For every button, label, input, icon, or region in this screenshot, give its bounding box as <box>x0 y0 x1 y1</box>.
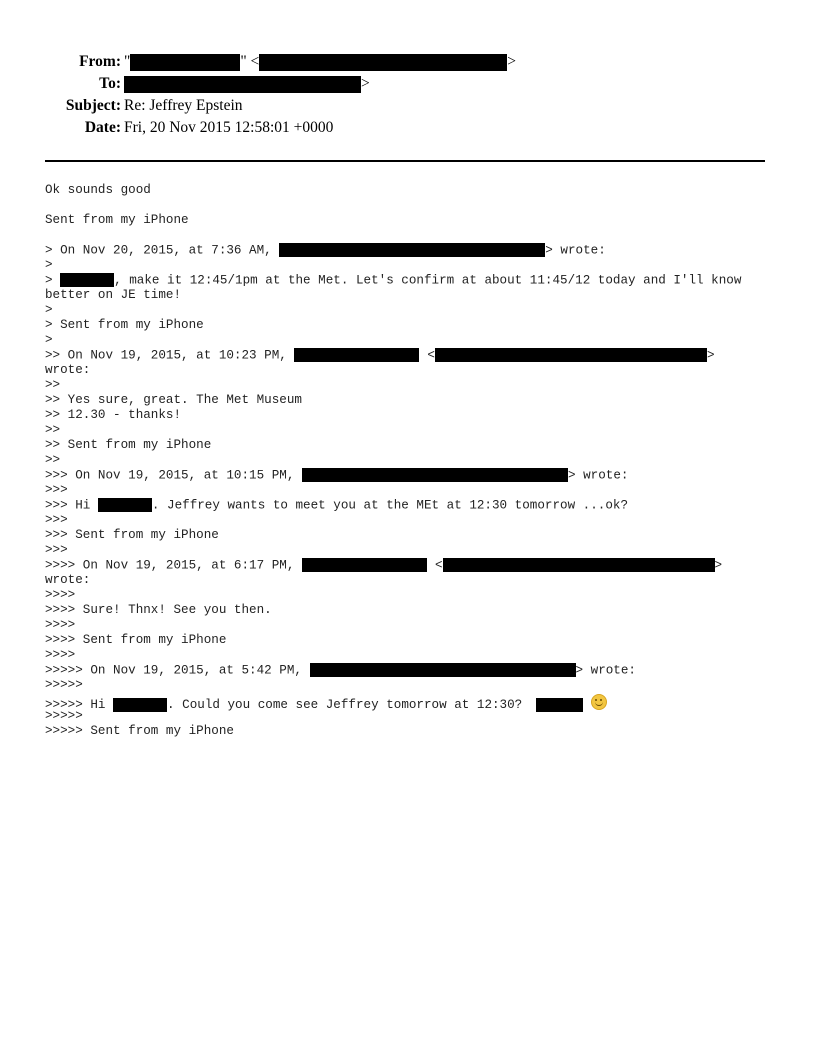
to-row <box>0 73 121 95</box>
quote-header-text: >>>>> On Nov 19, 2015, at 5:42 PM, <box>45 663 310 678</box>
body-line: >> <box>45 378 61 392</box>
redacted-address <box>435 348 707 362</box>
body-line: >>>>> <box>45 709 83 723</box>
quote-prefix: >>> Hi <box>45 498 98 513</box>
body-text: , make it 12:45/1pm at the Met. Let's confirm at about 11:45/12 today and I'll know <box>114 273 742 288</box>
body-line: >>>> <box>45 618 76 632</box>
quote-angle-close: > <box>706 348 715 363</box>
quote-angle-open: < <box>427 348 435 363</box>
quote-header-line <box>45 243 606 258</box>
body-line: >>>> <box>45 648 76 662</box>
smiling-face-icon <box>591 694 607 710</box>
body-line: >> 12.30 - thanks! <box>45 408 182 422</box>
quote-header-line <box>45 348 715 363</box>
body-line <box>45 498 628 513</box>
body-line: >>> Sent from my iPhone <box>45 528 219 542</box>
body-line: >> <box>45 453 61 467</box>
quote-prefix: >>>>> Hi <box>45 698 114 712</box>
redacted-sender <box>294 348 419 362</box>
redacted-name <box>60 273 114 287</box>
redacted-signature <box>536 698 583 712</box>
body-line: Ok sounds good <box>45 183 151 197</box>
redacted-sender <box>310 663 576 677</box>
quote-header-line <box>45 468 628 483</box>
body-line: >>> <box>45 543 68 557</box>
body-line: Sent from my iPhone <box>45 213 189 227</box>
date-row <box>0 117 121 139</box>
body-line: > <box>45 333 53 347</box>
body-line: better on JE time! <box>45 288 182 302</box>
quote-header-text: >> On Nov 19, 2015, at 10:23 PM, <box>45 348 295 363</box>
quote-header-line <box>45 558 722 573</box>
quote-header-tail: > wrote: <box>567 468 629 483</box>
body-line: >> Sent from my iPhone <box>45 438 212 452</box>
to-value <box>124 73 370 95</box>
subject-label: Subject: <box>65 97 121 114</box>
body-line: > Sent from my iPhone <box>45 318 204 332</box>
body-text: . Could you come see Jeffrey tomorrow at 12:30? <box>167 698 523 712</box>
body-line <box>45 273 741 288</box>
from-angle-close: > <box>507 53 517 70</box>
from-row <box>0 51 121 73</box>
redacted-sender <box>279 243 545 257</box>
body-line <box>45 694 607 712</box>
body-line: >> Yes sure, great. The Met Museum <box>45 393 302 407</box>
date-label: Date: <box>84 119 121 136</box>
body-line: >>> <box>45 513 68 527</box>
body-line: > <box>45 258 53 272</box>
to-label: To: <box>99 75 121 92</box>
redacted-address <box>443 558 715 572</box>
body-line: >>>>> <box>45 678 83 692</box>
quote-header-text: >>> On Nov 19, 2015, at 10:15 PM, <box>45 468 302 483</box>
subject-row <box>0 95 121 117</box>
body-text: . Jeffrey wants to meet you at the MEt at 12:30 tomorrow ...ok? <box>151 498 629 513</box>
to-angle-close: > <box>361 75 370 92</box>
redacted-name <box>98 498 152 512</box>
redacted-sender <box>302 468 568 482</box>
quote-angle-close: > <box>714 558 723 573</box>
body-line: >>>> Sent from my iPhone <box>45 633 227 647</box>
quote-header-line <box>45 663 636 678</box>
quote-header-tail: > wrote: <box>575 663 636 678</box>
redacted-name <box>113 698 167 712</box>
from-value <box>124 51 516 73</box>
body-line: >> <box>45 423 61 437</box>
body-line: wrote: <box>45 363 91 377</box>
body-line: >>> <box>45 483 68 497</box>
date-value: Fri, 20 Nov 2015 12:58:01 +0000 <box>124 119 334 136</box>
from-quote-open: " <box>124 53 131 70</box>
quote-header-tail: > wrote: <box>545 243 606 258</box>
body-line: >>>>> Sent from my iPhone <box>45 724 234 738</box>
from-label: From: <box>79 53 121 70</box>
redacted-sender <box>302 558 427 572</box>
body-line: >>>> Sure! Thnx! See you then. <box>45 603 272 617</box>
redacted-to-address <box>124 76 361 93</box>
quote-header-text: >>>> On Nov 19, 2015, at 6:17 PM, <box>45 558 302 573</box>
from-quote-close: " < <box>240 53 260 70</box>
quote-header-text: > On Nov 20, 2015, at 7:36 AM, <box>45 243 280 258</box>
redacted-from-name <box>130 54 240 71</box>
header-divider <box>45 160 765 162</box>
body-line: > <box>45 303 53 317</box>
quote-angle-open: < <box>434 558 443 573</box>
subject-value: Re: Jeffrey Epstein <box>124 97 243 114</box>
body-line: wrote: <box>45 573 91 587</box>
body-line: >>>> <box>45 588 76 602</box>
redacted-from-address <box>259 54 507 71</box>
quote-prefix: > <box>45 273 61 288</box>
